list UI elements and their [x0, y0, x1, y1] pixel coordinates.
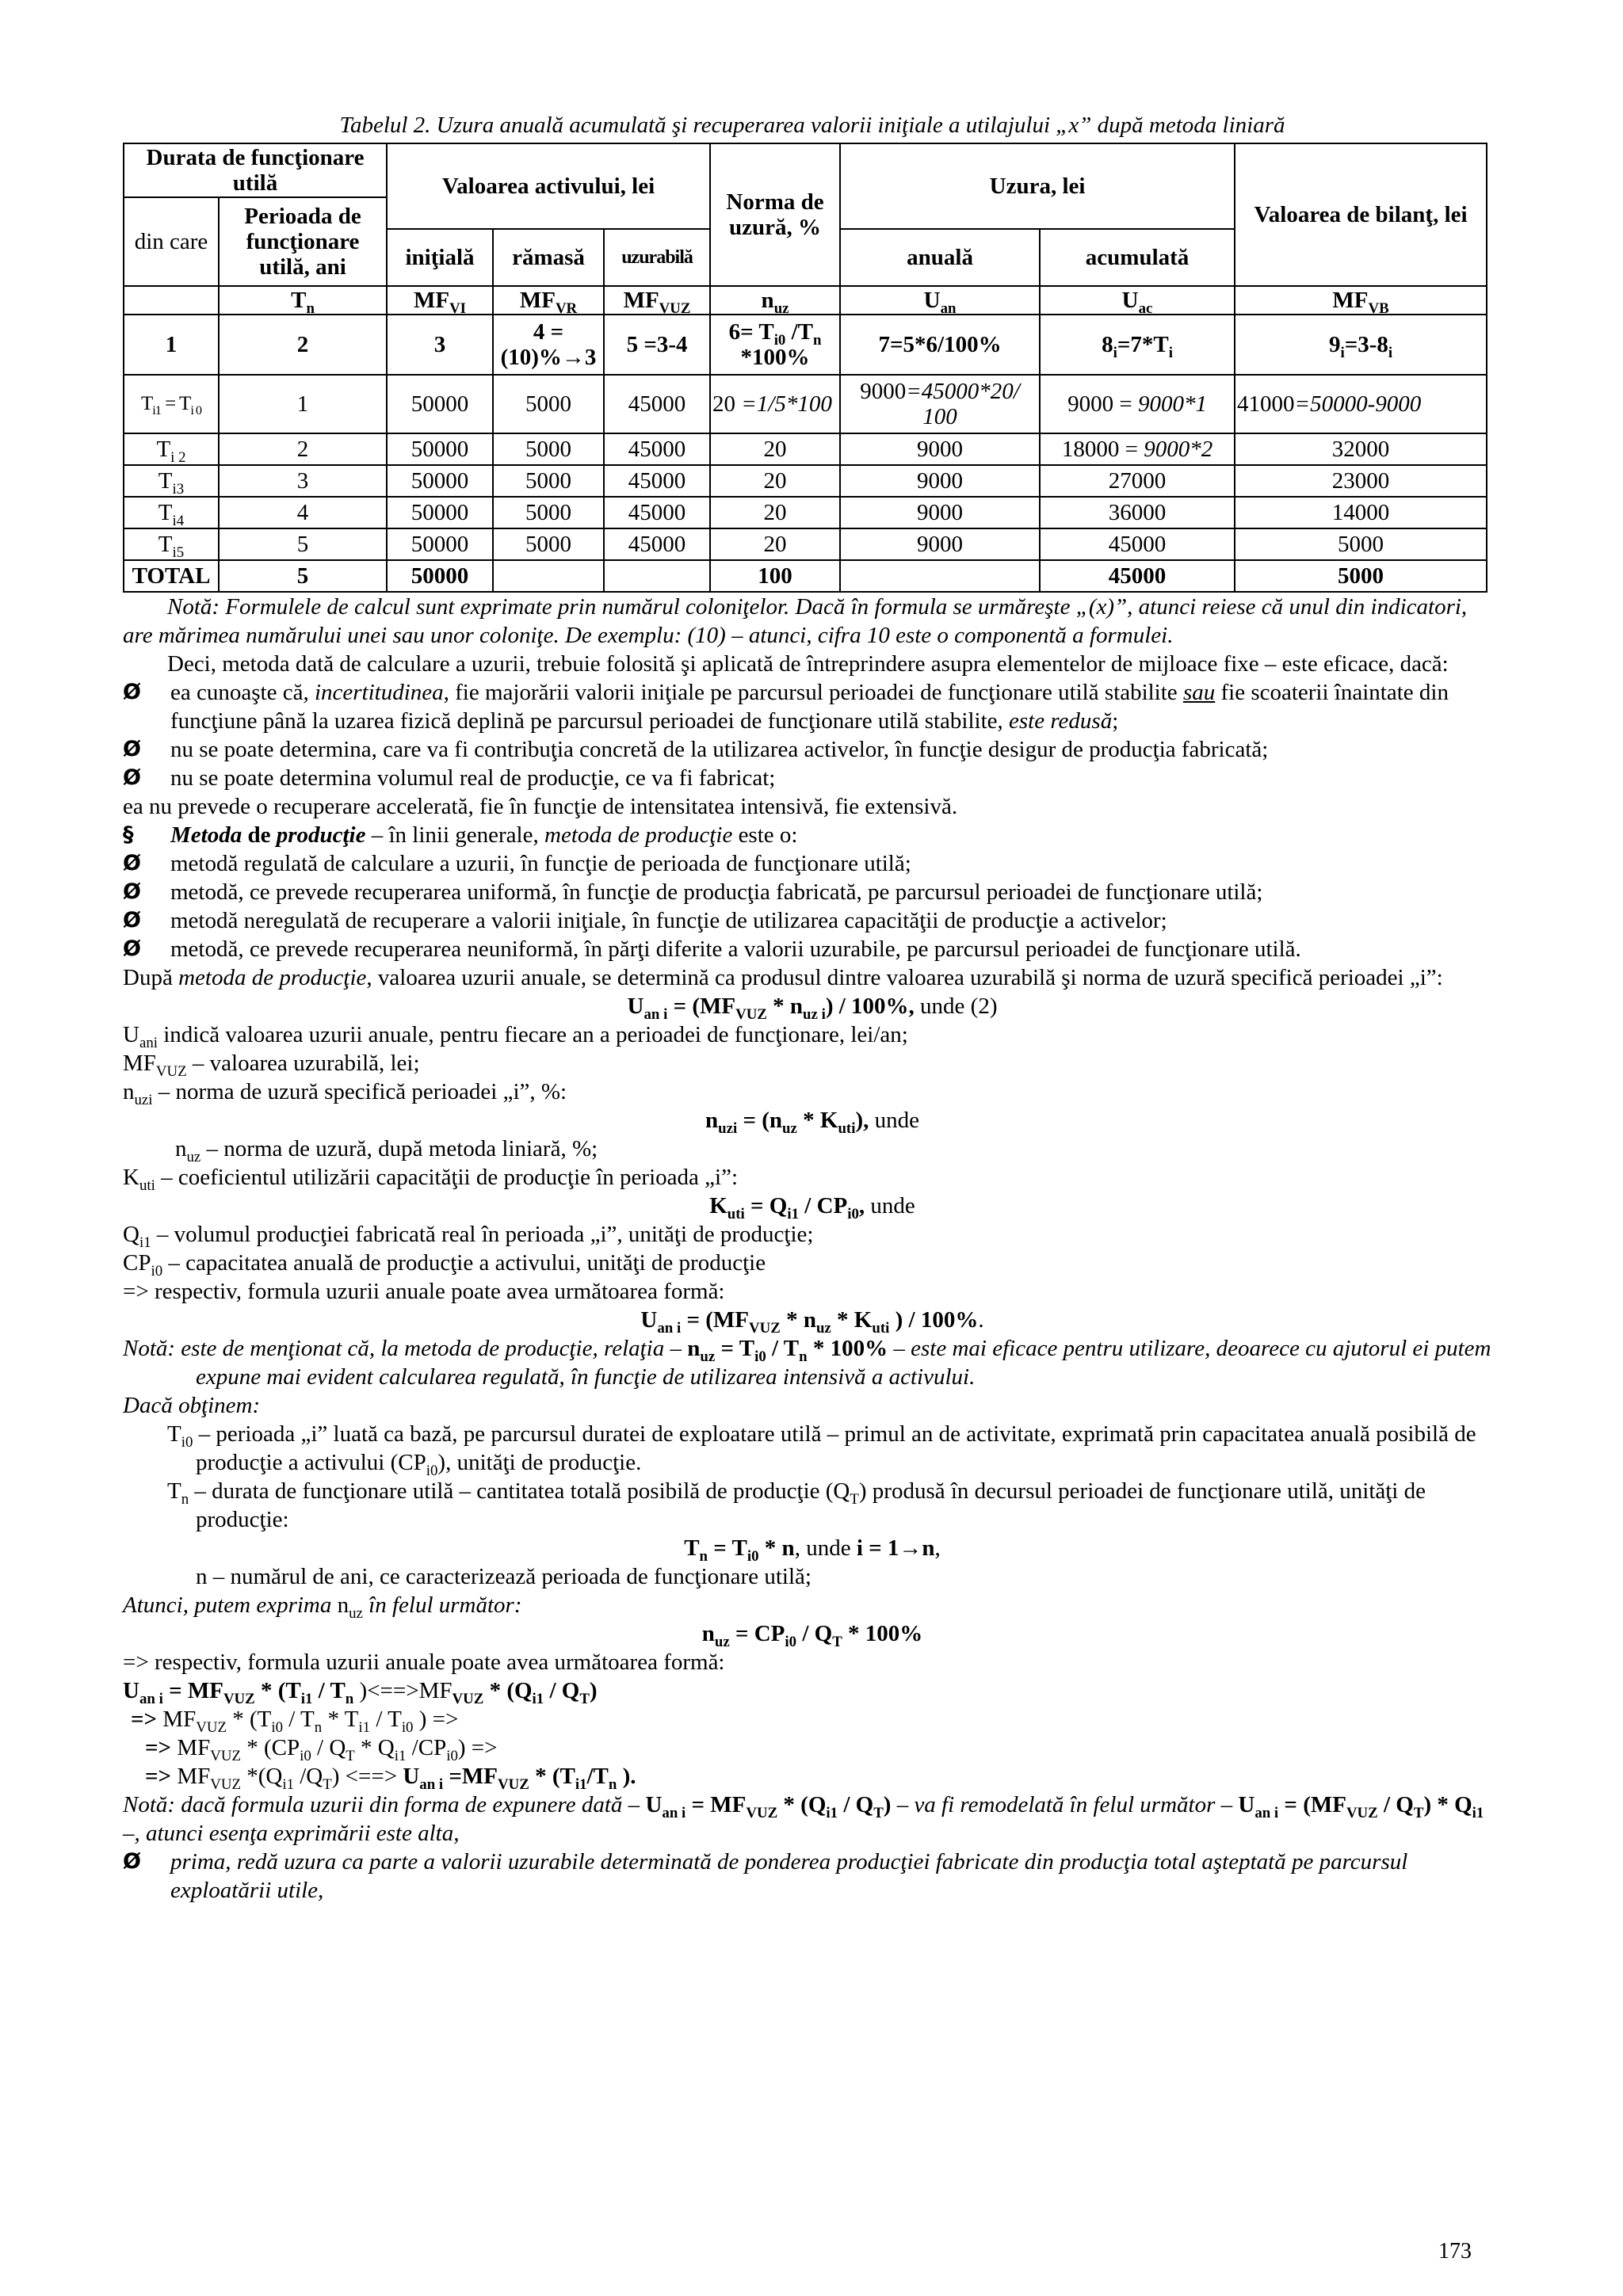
idx-2: 2: [219, 315, 387, 375]
sym-mfvb: $MF_{VB}$: [1235, 286, 1487, 315]
sym-mfvr: $MF_{VR}$: [493, 286, 604, 315]
idx-9: $9_i=3-8_i$: [1235, 315, 1487, 375]
table-total-row: TOTAL 5 50000 100 45000 5000: [124, 560, 1487, 592]
bullet-item: Ø prima, redă uzura ca parte a valorii uzurabile determinată de ponderea producţiei fabricate din producţia total aşteptată pe parcursul exploatării utile,: [123, 1849, 1408, 1903]
header-durata: Durata de funcţionare utilă: [124, 143, 387, 197]
table-row: $T_{i4}$ 4 50000 5000 45000 20 9000 36000 14000: [124, 497, 1487, 528]
header-bilant: Valoarea de bilanţ, lei: [1235, 143, 1487, 286]
definition-qi1: $Q_{i1}$ – volumul producţiei fabricată real în perioada „i”, unităţi de producţie;: [123, 1222, 814, 1251]
definition-cpi0: $CP_{i0}$ – capacitatea anuală de producţie a activului, unităţi de producţie: [123, 1250, 766, 1280]
bullet-item: Ø metodă, ce prevede recuperarea uniformă, în funcţie de producţia fabricată, pe parcursul perioadei de funcţionare utilă;: [123, 879, 1263, 905]
formula-kuti: $K_{uti} = Q_{i1} / CP_{i0}$, unde: [709, 1193, 915, 1222]
paragraph-7: Atunci, putem exprima $n_{uz}$ în felul următor:: [123, 1592, 522, 1622]
sym-mfvuz: $MF_{VUZ}$: [604, 286, 710, 315]
definition-mfvuz: $MF_{VUZ}$ – valoarea uzurabilă, lei;: [123, 1051, 420, 1080]
page-number: 173: [1438, 2239, 1472, 2264]
section-heading: § Metoda de producţie – în linii generale, metoda de producţie este o:: [123, 822, 798, 848]
bullet-item: Ø ea cunoaşte că, incertitudinea, fie majorării valorii iniţiale pe parcursul perioadei de funcţionare utilă stabilite sau fie scoaterii înaintate din funcţiune până la uzarea fizică deplină pe parcursul perioadei de funcţionare utilă stabilite, este redusă;: [123, 680, 1449, 734]
table-caption: Tabelul 2. Uzura anuală acumulată şi recuperarea valorii iniţiale a utilajului „x” după metoda liniară: [339, 113, 1285, 138]
header-uzurabila: uzurabilă: [604, 229, 710, 286]
formula-nuz: $n_{uz} = CP_{i0} / Q_T * 100\%$: [701, 1621, 923, 1650]
header-uzura: Uzura, lei: [840, 143, 1235, 229]
table-row: $T_{i 2}$ 2 50000 5000 45000 20 9000 18000 = 9000*2 32000: [124, 433, 1487, 465]
definition-nuzi: $n_{uzi}$ – norma de uzură specifică perioadei „i”, %:: [123, 1079, 567, 1108]
paragraph-6: n – numărul de ani, ce caracterizează perioada de funcţionare utilă;: [196, 1564, 812, 1589]
idx-4: 4 = (10)%→3: [493, 315, 604, 375]
paragraph-5: Dacă obţinem:: [123, 1393, 261, 1418]
depreciation-table: [123, 143, 1487, 593]
paragraph-4: => respectiv, formula uzurii anuale poate avea următoarea formă:: [123, 1279, 725, 1304]
index-row: [124, 315, 1487, 375]
definition-ti0: $T_{i0}$ – perioada „i” luată ca bază, pe parcursul duratei de exploatare utilă – primul an de activitate, exprimată prin capacitatea anuală posibilă de producţie a activului $(CP_{i0})$, unităţi de producţie.: [167, 1421, 1476, 1479]
definition-uani: $U_{ani}$ indică valoarea uzurii anuale, pentru fiecare an a perioadei de funcţionare, lei/an;: [123, 1022, 908, 1051]
paragraph-1: Deci, metoda dată de calculare a uzurii, trebuie folosită şi aplicată de întreprindere asupra elementelor de mijloace fixe – este eficace, dacă:: [167, 651, 1449, 677]
header-acumulata: acumulată: [1040, 229, 1235, 286]
paragraph-2: ea nu prevede o recuperare accelerată, fie în funcţie de intensitatea intensivă, fie extensivă.: [123, 794, 958, 819]
definition-tn: $T_n$ – durata de funcţionare utilă – cantitatea totală posibilă de producţie $(Q_T)$ produsă în decursul perioadei de funcţionare utilă, unităţi de producţie:: [167, 1478, 1426, 1532]
note-1: Notă: Formulele de calcul sunt exprimate prin numărul coloniţelor. Dacă în formula se urmăreşte „(x)”, atunci reiese că unul din indicatori, are mărimea numărului unei sau unor coloniţe. De exemplu: (10) – atunci, cifra 10 este o componentă a formulei.: [123, 594, 1468, 648]
idx-7: 7=5*6/100%: [840, 315, 1040, 375]
paragraph-3: După metoda de producţie, valoarea uzurii anuale, se determină ca produsul dintre valoarea uzurabilă şi norma de uzură specifică perioadei „i”:: [123, 965, 1443, 990]
sym-nuz: $n_{uz}$: [710, 286, 840, 315]
bullet-item: Ø nu se poate determina volumul real de producţie, ce va fi fabricat;: [123, 765, 776, 791]
formula-nuzi: $n_{uzi} = (n_{uz} * K_{uti})$, unde: [705, 1108, 919, 1137]
formula-chain-4: => $MF_{VUZ}$ $*(Q_{i1}$ $/Q_T$) <==> $U_{an i} =MF_{VUZ} * (T_{i1}/T_n$ ).: [145, 1764, 636, 1793]
formula-chain-2: => $MF_{VUZ} * (T_{i0} / T_n * T_{i1} / T_{i0}$ ) =>: [131, 1707, 459, 1736]
formula-chain-3: => $MF_{VUZ} * (CP_{i0} / Q_T * Q_{i1}$ $/CP_{i0}$) =>: [145, 1735, 498, 1764]
note-2: Notă: este de menţionat că, la metoda de producţie, relaţia – $n_{uz} = T_{i0} / T_n * 100\%$ – este mai eficace pentru utilizare, deoarece cu ajutorul ei putem expune mai evident calcularea regulată, în funcţie de utilizarea intensivă a activului.: [123, 1336, 1491, 1390]
header-din-care: din care: [124, 197, 219, 286]
definition-nuz: $n_{uz}$ – norma de uzură, după metoda liniară, %;: [175, 1136, 598, 1165]
header-anuala: anuală: [840, 229, 1040, 286]
formula-2: $U_{an i} = (MF_{VUZ} * n_{uz i}) / 100\%$, unde (2): [627, 994, 998, 1023]
formula-chain-1: $U_{an i} = MF_{VUZ} * (T_{i1} / T_n$ )$<==>MF_{VUZ} * (Q_{i1} / Q_T)$: [123, 1678, 598, 1707]
sym-uan: $U_{an}$: [840, 286, 1040, 315]
header-initiala: iniţială: [387, 229, 493, 286]
header-ramasa: rămasă: [493, 229, 604, 286]
bullet-item: Ø metodă neregulată de recuperare a valorii iniţiale, în funcţie de utilizarea capacităţii de producţie a activelor;: [123, 908, 1167, 933]
symbol-row: [124, 286, 1487, 315]
header-norma: Norma de uzură, %: [710, 143, 840, 286]
sym-uac: $U_{ac}$: [1040, 286, 1235, 315]
formula-uani-kuti: $U_{an i} = (MF_{VUZ} * n_{uz} * K_{uti}$ ) / 100%.: [640, 1307, 984, 1337]
header-perioada: Perioada de funcţionare utilă, ani: [219, 197, 387, 286]
idx-5: 5 =3-4: [604, 315, 710, 375]
table-row: $T_{i3}$ 3 50000 5000 45000 20 9000 27000 23000: [124, 465, 1487, 497]
definition-kuti: $K_{uti}$ – coeficientul utilizării capacităţii de producţie în perioada „i”:: [123, 1165, 738, 1194]
idx-1: 1: [124, 315, 219, 375]
idx-3: 3: [387, 315, 493, 375]
document-page: [123, 111, 1502, 1905]
table-row: $T_{i5}$ 5 50000 5000 45000 20 9000 45000 5000: [124, 528, 1487, 560]
sym-tn: $T_n$: [219, 286, 387, 315]
idx-8: $8_i=7*T_i$: [1040, 315, 1235, 375]
table-row: $T_{i1} = T_{i 0}$ 1 50000 5000 45000 20 =1/5*100 9000=45000*20/ 100 9000 = 9000*1 41000=50000-9000: [124, 375, 1487, 433]
idx-6: $6= T_{i0}$ $/T_n$ *100%: [710, 315, 840, 375]
formula-tn: $T_n = T_{i0} * n$, unde i = 1→n,: [684, 1535, 941, 1565]
bullet-item: Ø metodă, ce prevede recuperarea neuniformă, în părţi diferite a valorii uzurabile, pe parcursul perioadei de funcţionare utilă.: [123, 936, 1301, 962]
header-valoarea: Valoarea activului, lei: [387, 143, 710, 229]
sym-mfvi: $MF_{VI}$: [387, 286, 493, 315]
bullet-item: Ø metodă regulată de calculare a uzurii, în funcţie de perioada de funcţionare utilă;: [123, 851, 911, 876]
note-3: Notă: dacă formula uzurii din forma de expunere dată – $U_{an i} = MF_{VUZ} * (Q_{i1} / Q_T)$ – va fi remodelată în felul următor – $U_{an i} = (MF_{VUZ} / Q_T) * Q_{i1}$ –, atunci esenţa exprimării este alta,: [123, 1792, 1484, 1846]
bullet-item: Ø nu se poate determina, care va fi contribuţia concretă de la utilizarea activelor, în funcţie desigur de producţia fabricată;: [123, 737, 1269, 762]
paragraph-8: => respectiv, formula uzurii anuale poate avea următoarea formă:: [123, 1650, 725, 1675]
